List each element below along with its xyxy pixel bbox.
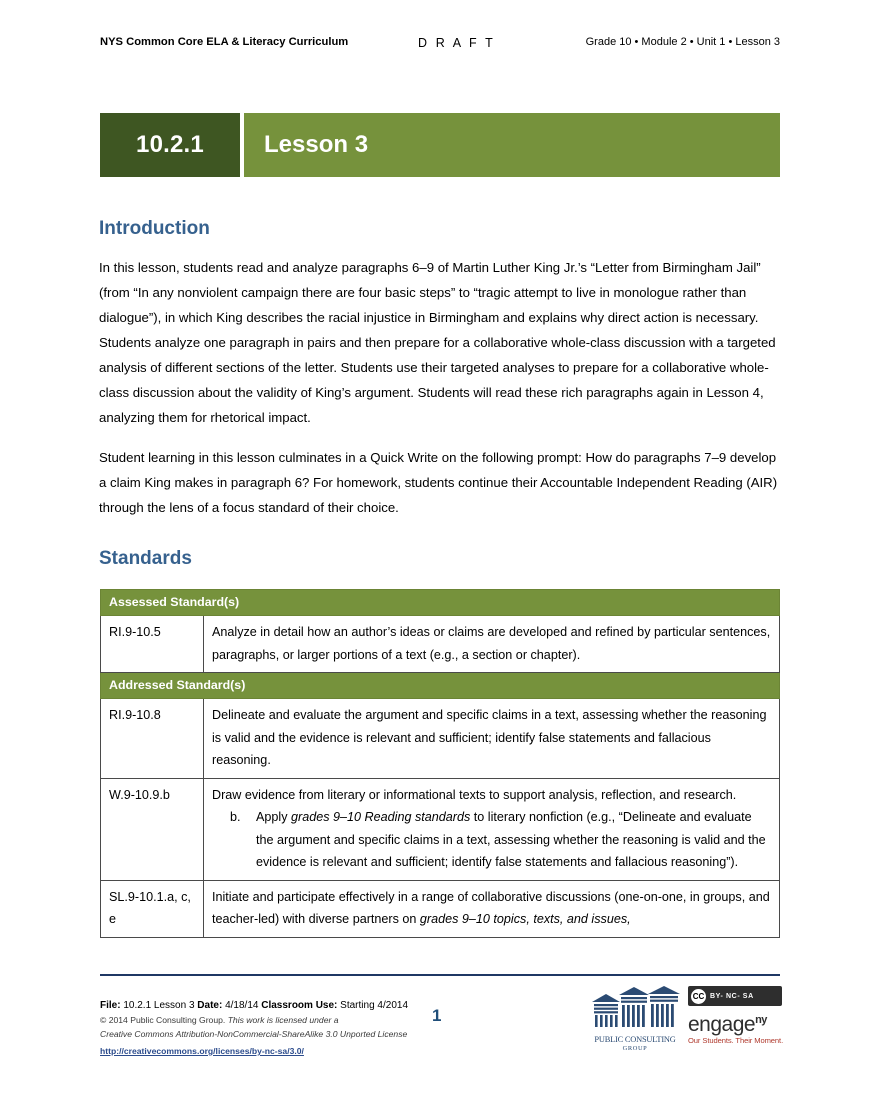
footer-classroom-label: Classroom Use: — [261, 1000, 338, 1011]
standard-text-part-1: Initiate and participate effectively in a range of collaborative discussions (one-on-one, in groups, and teacher-led) with diverse partners on — [212, 889, 770, 926]
pcg-columns-icon — [586, 984, 684, 1030]
table-row-assessed-header — [101, 590, 780, 616]
standard-code: RI.9-10.8 — [101, 699, 204, 779]
footer-license-line-1: This work is licensed under a — [227, 1015, 339, 1025]
page-number: 1 — [432, 1006, 442, 1025]
footer-copyright-line — [100, 1013, 430, 1027]
standard-description — [204, 880, 780, 937]
footer-license-line-2: Creative Commons Attribution-NonCommercial-ShareAlike 3.0 Unported License — [100, 1029, 408, 1039]
table-row — [101, 699, 780, 779]
standards-heading: Standards — [99, 548, 192, 569]
introduction-paragraph-1-container — [99, 255, 779, 430]
footer-license-link[interactable]: http://creativecommons.org/licenses/by-nc-sa/3.0/ — [100, 1046, 304, 1056]
table-row-addressed-header — [101, 673, 780, 699]
introduction-paragraph-1: In this lesson, students read and analyze paragraphs 6–9 of Martin Luther King Jr.’s “Letter from Birmingham Jail” (from “In any nonviolent campaign there are four basic steps” to “tragic attempt to live in monologue rather than dialogue”), in which King describes the racial injustice in Birmingham and explains why direct action is necessary. Students analyze one paragraph in pairs and then prepare for a collaborative whole-class discussion with a targeted analysis of different sections of the letter. Students use their targeted analyses to prepare for a collaborative whole-class discussion about the validity of King’s argument. Students will read these rich paragraphs again in Lesson 4, analyzing them for rhetorical impact. — [99, 260, 776, 425]
standard-code: RI.9-10.5 — [101, 616, 204, 673]
addressed-standards-header: Addressed Standard(s) — [101, 673, 780, 699]
engageny-tagline: Our Students. Their Moment. — [688, 1036, 784, 1045]
pcg-logo-subtext: GROUP — [622, 1045, 648, 1052]
engageny-logo — [688, 986, 784, 1046]
table-row — [101, 778, 780, 880]
banner-code-block — [100, 113, 240, 177]
cc-icon: CC — [691, 989, 706, 1004]
header-curriculum-title: NYS Common Core ELA & Literacy Curriculum — [100, 36, 349, 48]
engageny-wordmark — [688, 1008, 784, 1037]
standard-description: Analyze in detail how an author’s ideas or claims are developed and refined by particular sentences, paragraphs, or larger portions of a text (e.g., a section or chapter). — [204, 616, 780, 673]
standards-table — [100, 589, 780, 938]
banner-title-text: Lesson 3 — [264, 131, 369, 158]
footer-divider — [100, 974, 780, 976]
footer-classroom-value: Starting 4/2014 — [340, 1000, 408, 1011]
banner-code-text: 10.2.1 — [136, 131, 204, 158]
creative-commons-badge — [688, 986, 782, 1006]
standard-description: Delineate and evaluate the argument and specific claims in a text, assessing whether the reasoning is valid and the evidence is relevant and sufficient; identify false statements and fallacious reasoning. — [204, 699, 780, 779]
standard-sub-item-text — [256, 806, 771, 874]
footer-file-label: File: — [100, 1000, 121, 1011]
assessed-standards-header: Assessed Standard(s) — [101, 590, 780, 616]
footer-meta — [100, 998, 430, 1059]
introduction-paragraph-2: Student learning in this lesson culminates in a Quick Write on the following prompt: How do paragraphs 7–9 develop a claim King makes in paragraph 6? For homework, students continue their Accountable Independent Reading (AIR) through the lens of a focus standard of their choice. — [99, 450, 778, 515]
footer-file-line — [100, 998, 430, 1013]
standard-text-italic: grades 9–10 topics, texts, and issues, — [419, 912, 631, 926]
introduction-paragraph-2-container — [99, 445, 779, 520]
introduction-heading: Introduction — [99, 218, 210, 239]
sub-text-part-2: to literary nonfiction (e.g., “Delineate and evaluate the argument and specific claims in a text, assessing whether the reasoning is valid and the evidence is relevant and sufficient; identify false statements and fallacious reasoning”). — [256, 810, 766, 869]
footer-copyright: © 2014 Public Consulting Group. — [100, 1015, 228, 1025]
table-row — [101, 880, 780, 937]
table-row — [101, 616, 780, 673]
lesson-banner — [100, 113, 780, 177]
standard-code: SL.9-10.1.a, c, e — [101, 880, 204, 937]
cc-license-terms: BY- NC- SA — [710, 992, 754, 1000]
running-header — [100, 36, 780, 54]
standard-description-main: Draw evidence from literary or informational texts to support analysis, reflection, and research. — [212, 787, 737, 802]
pcg-logo-text: PUBLIC CONSULTING — [594, 1035, 676, 1044]
public-consulting-group-logo — [586, 984, 684, 1052]
footer-date-value: 4/18/14 — [225, 1000, 262, 1011]
standard-description — [204, 778, 780, 880]
header-lesson-path: Grade 10 • Module 2 • Unit 1 • Lesson 3 — [585, 36, 780, 48]
banner-title-block — [244, 113, 780, 177]
header-draft-label: D R A F T — [418, 36, 496, 50]
footer-date-label: Date: — [197, 1000, 223, 1011]
sub-text-italic: grades 9–10 Reading standards — [291, 810, 471, 824]
standard-sub-item-marker: b. — [230, 810, 241, 824]
standard-sub-item — [212, 806, 771, 874]
sub-text-part-1: Apply — [256, 810, 292, 824]
engage-text: engage — [688, 1013, 756, 1036]
footer-file-value: 10.2.1 Lesson 3 — [123, 1000, 198, 1011]
standard-code: W.9-10.9.b — [101, 778, 204, 880]
engage-ny-superscript: ny — [755, 1014, 767, 1026]
